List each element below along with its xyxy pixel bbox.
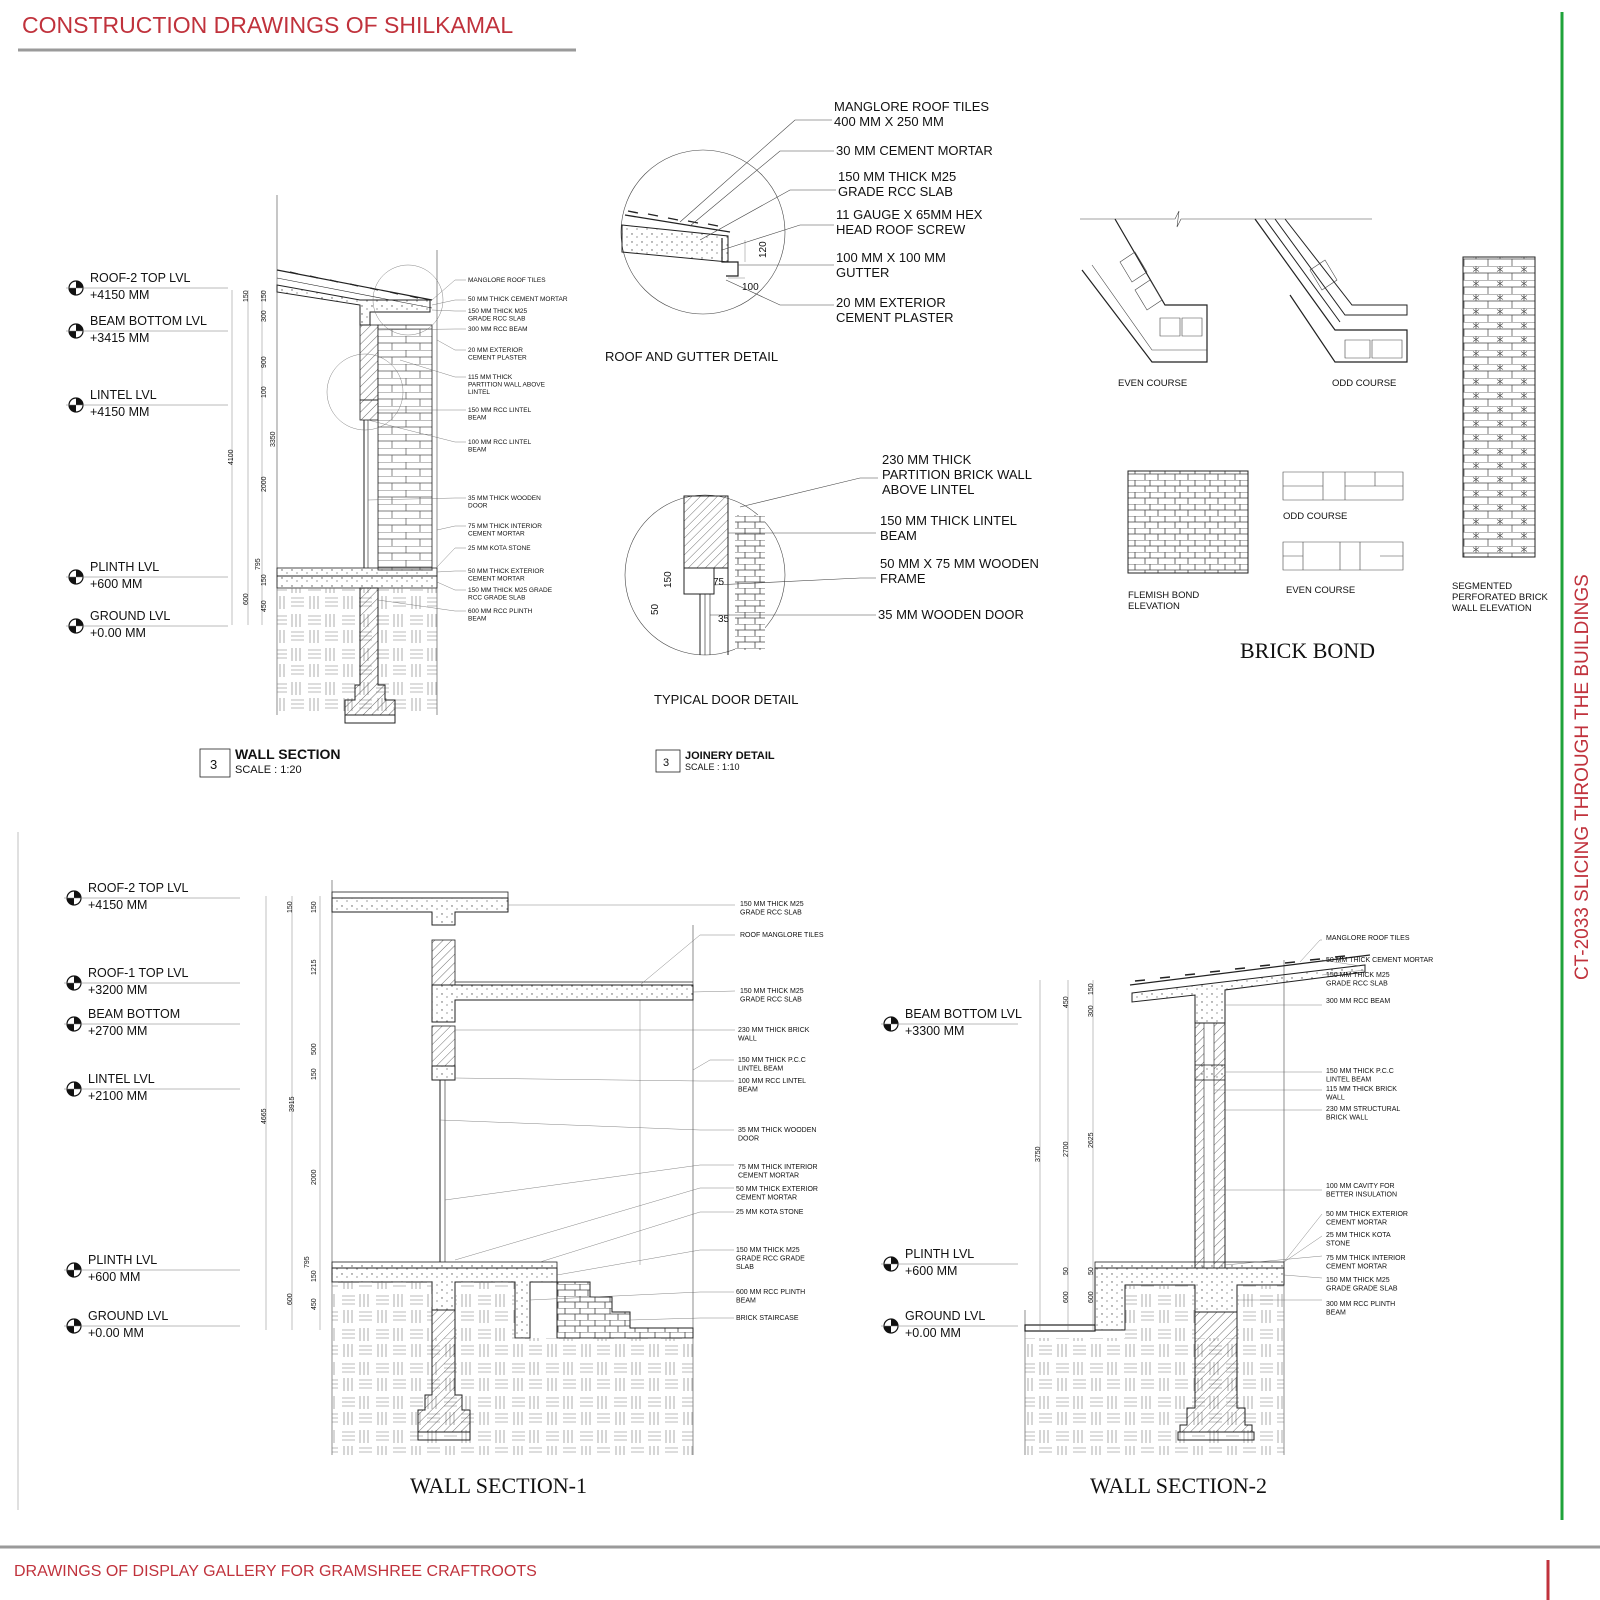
ws-top-level-value: +4150 MM bbox=[90, 288, 150, 302]
ws2-label: 150 MM THICK M25 GRADE GRADE SLAB bbox=[1326, 1277, 1398, 1293]
ws-top-dim: 100 bbox=[261, 386, 268, 398]
ws1-level-value: +4150 MM bbox=[88, 898, 148, 912]
ws1-level-marker bbox=[64, 966, 240, 997]
ws2-level-value: +0.00 MM bbox=[905, 1326, 961, 1340]
ws2-label: 50 MM THICK CEMENT MORTAR bbox=[1326, 957, 1434, 964]
ws1-level-marker bbox=[64, 881, 240, 912]
ws1-level-marker bbox=[64, 1007, 240, 1038]
dd-title: TYPICAL DOOR DETAIL bbox=[654, 692, 799, 707]
roof-gutter-detail bbox=[605, 99, 993, 364]
ws1-label: 150 MM THICK M25 GRADE RCC SLAB bbox=[740, 988, 804, 1004]
ws-top-dim: 300 bbox=[261, 310, 268, 322]
ws1-label: 25 MM KOTA STONE bbox=[736, 1209, 804, 1216]
sheet-title: CONSTRUCTION DRAWINGS OF SHILKAMAL bbox=[22, 12, 514, 38]
rg-title: ROOF AND GUTTER DETAIL bbox=[605, 349, 779, 364]
dd-dim-35: 35 bbox=[718, 614, 730, 625]
ws2-level-name: GROUND LVL bbox=[905, 1309, 986, 1323]
dd-number: 3 bbox=[663, 757, 670, 769]
ws2-dim: 2700 bbox=[1063, 1141, 1070, 1157]
ws1-level-marker bbox=[64, 1253, 240, 1284]
ws2-level-name: BEAM BOTTOM LVL bbox=[905, 1007, 1022, 1021]
rg-label: 150 MM THICK M25 GRADE RCC SLAB bbox=[838, 169, 957, 199]
ws2-label: 115 MM THICK BRICK WALL bbox=[1326, 1086, 1397, 1102]
ws2-label: 100 MM CAVITY FOR BETTER INSULATION bbox=[1326, 1183, 1398, 1199]
ws-top-level-value: +600 MM bbox=[90, 577, 143, 591]
ws2-title: WALL SECTION-2 bbox=[1090, 1473, 1267, 1498]
ws1-label: 75 MM THICK INTERIOR CEMENT MORTAR bbox=[738, 1164, 818, 1180]
ws2-label: 50 MM THICK EXTERIOR CEMENT MORTAR bbox=[1326, 1211, 1408, 1227]
rg-dim-100: 100 bbox=[742, 282, 759, 293]
ws1-dim: 2000 bbox=[311, 1169, 318, 1185]
ws1-dim: 3915 bbox=[289, 1096, 296, 1112]
dd-label: 35 MM WOODEN DOOR bbox=[878, 607, 1024, 622]
ws1-level-name: PLINTH LVL bbox=[88, 1253, 158, 1267]
dd-label: 230 MM THICK PARTITION BRICK WALL ABOVE LINTEL bbox=[882, 452, 1033, 497]
ws-top-caption-title: WALL SECTION bbox=[235, 746, 341, 762]
ws1-dim: 150 bbox=[311, 1270, 318, 1282]
ws2-dim: 3750 bbox=[1035, 1146, 1042, 1162]
ws-top-level-value: +0.00 MM bbox=[90, 626, 146, 640]
ws1-dim: 150 bbox=[311, 1068, 318, 1080]
ws2-label: 25 MM THICK KOTA STONE bbox=[1326, 1232, 1391, 1248]
ws-top-level-name: BEAM BOTTOM LVL bbox=[90, 314, 207, 328]
ws-top-label: 150 MM RCC LINTEL BEAM bbox=[468, 407, 532, 422]
ws1-dim: 1215 bbox=[311, 959, 318, 975]
ws-top-label: 150 MM THICK M25 GRADE RCC SLAB bbox=[468, 308, 528, 323]
rg-label: 100 MM X 100 MM GUTTER bbox=[836, 250, 946, 280]
ws-top-label: 25 MM KOTA STONE bbox=[468, 545, 531, 552]
ws2-dim: 600 bbox=[1063, 1291, 1070, 1303]
bb-label: EVEN COURSE bbox=[1118, 378, 1188, 389]
ws2-label: 150 MM THICK P.C.C LINTEL BEAM bbox=[1326, 1068, 1394, 1084]
ws2-label: 75 MM THICK INTERIOR CEMENT MORTAR bbox=[1326, 1255, 1406, 1271]
ws-top-dim: 2000 bbox=[261, 476, 268, 492]
bb-label: ODD COURSE bbox=[1283, 511, 1348, 522]
brick-bond bbox=[1080, 211, 1549, 663]
rg-dim-120: 120 bbox=[758, 241, 769, 258]
ws-top-level-marker bbox=[66, 560, 228, 591]
ws-top-dim: 4100 bbox=[228, 449, 235, 465]
ws2-dim: 50 bbox=[1088, 1267, 1095, 1275]
ws-top-dim: 600 bbox=[243, 593, 250, 605]
ws-top-dim: 795 bbox=[255, 558, 262, 570]
rg-label: 20 MM EXTERIOR CEMENT PLASTER bbox=[836, 295, 954, 325]
ws1-label: 150 MM THICK P.C.C LINTEL BEAM bbox=[738, 1057, 806, 1073]
bb-label: EVEN COURSE bbox=[1286, 585, 1356, 596]
ws2-dim: 300 bbox=[1088, 1005, 1095, 1017]
ws1-label: 230 MM THICK BRICK WALL bbox=[738, 1027, 810, 1043]
ws1-title: WALL SECTION-1 bbox=[410, 1473, 587, 1498]
ws-top-label: 35 MM THICK WOODEN DOOR bbox=[468, 495, 541, 510]
ws1-dim: 450 bbox=[311, 1298, 318, 1310]
dd-caption-title: JOINERY DETAIL bbox=[685, 750, 775, 762]
ws1-label: 150 MM THICK M25 GRADE RCC GRADE SLAB bbox=[736, 1247, 805, 1271]
ws2-level-value: +600 MM bbox=[905, 1264, 958, 1278]
ws2-label: 300 MM RCC PLINTH BEAM bbox=[1326, 1301, 1396, 1317]
ws2-dim: 2625 bbox=[1088, 1132, 1095, 1148]
ws1-dim: 500 bbox=[311, 1043, 318, 1055]
ws-top-dim: 150 bbox=[243, 290, 250, 302]
bb-label: ODD COURSE bbox=[1332, 378, 1397, 389]
ws1-level-marker bbox=[64, 1072, 240, 1103]
ws-top-level-marker bbox=[66, 271, 228, 302]
ws1-level-value: +0.00 MM bbox=[88, 1326, 144, 1340]
wall-section-1 bbox=[64, 880, 824, 1498]
ws-top-level-value: +4150 MM bbox=[90, 405, 150, 419]
ws-top-level-marker bbox=[66, 609, 228, 640]
side-title: CT-2033 SLICING THROUGH THE BUILDINGS bbox=[1572, 574, 1593, 980]
ws-top-label: 115 MM THICK PARTITION WALL ABOVE LINTEL bbox=[468, 374, 545, 396]
ws2-label: MANGLORE ROOF TILES bbox=[1326, 935, 1410, 942]
ws-top-label: 20 MM EXTERIOR CEMENT PLASTER bbox=[468, 347, 527, 362]
ws-top-level-name: ROOF-2 TOP LVL bbox=[90, 271, 191, 285]
ws2-label: 230 MM STRUCTURAL BRICK WALL bbox=[1326, 1106, 1401, 1122]
wall-section-top bbox=[66, 195, 568, 777]
ws2-level-name: PLINTH LVL bbox=[905, 1247, 975, 1261]
ws-top-caption-scale: SCALE : 1:20 bbox=[235, 764, 302, 776]
rg-label: 30 MM CEMENT MORTAR bbox=[836, 143, 993, 158]
ws1-level-value: +2100 MM bbox=[88, 1089, 148, 1103]
ws-top-level-name: PLINTH LVL bbox=[90, 560, 160, 574]
ws1-label: 600 MM RCC PLINTH BEAM bbox=[736, 1289, 806, 1305]
ws-top-number: 3 bbox=[210, 757, 218, 772]
ws-top-label: 75 MM THICK INTERIOR CEMENT MORTAR bbox=[468, 523, 542, 538]
ws-top-label: 150 MM THICK M25 GRADE RCC GRADE SLAB bbox=[468, 587, 553, 602]
ws-top-dim: 450 bbox=[261, 600, 268, 612]
ws1-label: 150 MM THICK M25 GRADE RCC SLAB bbox=[740, 901, 804, 917]
ws2-dim: 50 bbox=[1063, 1267, 1070, 1275]
ws-top-level-name: LINTEL LVL bbox=[90, 388, 157, 402]
ws1-level-name: LINTEL LVL bbox=[88, 1072, 155, 1086]
ws1-level-value: +600 MM bbox=[88, 1270, 141, 1284]
ws1-level-name: ROOF-2 TOP LVL bbox=[88, 881, 189, 895]
ws1-label: ROOF MANGLORE TILES bbox=[740, 932, 824, 939]
footer-text: DRAWINGS OF DISPLAY GALLERY FOR GRAMSHREE CRAFTROOTS bbox=[14, 1563, 537, 1580]
ws-top-label: MANGLORE ROOF TILES bbox=[468, 277, 546, 284]
ws1-level-name: BEAM BOTTOM bbox=[88, 1007, 181, 1021]
ws1-level-value: +3200 MM bbox=[88, 983, 148, 997]
wall-section-2 bbox=[881, 935, 1433, 1498]
dd-dim-150: 150 bbox=[663, 571, 674, 588]
ws2-level-marker bbox=[881, 1007, 1022, 1038]
ws-top-label: 300 MM RCC BEAM bbox=[468, 326, 528, 333]
ws1-level-value: +2700 MM bbox=[88, 1024, 148, 1038]
door-detail bbox=[625, 452, 1039, 772]
ws-top-dim: 150 bbox=[261, 290, 268, 302]
ws-top-dim: 150 bbox=[261, 574, 268, 586]
ws2-label: 150 MM THICK M25 GRADE RCC SLAB bbox=[1326, 972, 1390, 988]
ws1-dim: 150 bbox=[311, 901, 318, 913]
ws-top-dim: 900 bbox=[261, 356, 268, 368]
ws2-level-marker bbox=[881, 1247, 1018, 1278]
ws1-dim: 4665 bbox=[261, 1108, 268, 1124]
ws2-dim: 450 bbox=[1063, 996, 1070, 1008]
ws2-label: 300 MM RCC BEAM bbox=[1326, 998, 1391, 1005]
bb-label: SEGMENTED PERFORATED BRICK WALL ELEVATION bbox=[1452, 581, 1548, 614]
bb-label: FLEMISH BOND ELEVATION bbox=[1128, 590, 1200, 612]
dd-label: 50 MM X 75 MM WOODEN FRAME bbox=[880, 556, 1039, 586]
ws2-dim: 150 bbox=[1088, 983, 1095, 995]
dd-dim-75: 75 bbox=[713, 577, 725, 588]
ws1-label: 50 MM THICK EXTERIOR CEMENT MORTAR bbox=[736, 1186, 818, 1202]
ws1-label: 100 MM RCC LINTEL BEAM bbox=[738, 1078, 807, 1094]
rg-label: 11 GAUGE X 65MM HEX HEAD ROOF SCREW bbox=[836, 207, 983, 237]
ws-top-label: 50 MM THICK CEMENT MORTAR bbox=[468, 296, 568, 303]
ws2-level-marker bbox=[881, 1309, 1018, 1340]
ws1-dim: 795 bbox=[304, 1256, 311, 1268]
dd-dim-50: 50 bbox=[650, 603, 661, 615]
ws1-label: BRICK STAIRCASE bbox=[736, 1315, 799, 1322]
ws-top-label: 600 MM RCC PLINTH BEAM bbox=[468, 608, 533, 623]
ws1-dim: 150 bbox=[287, 901, 294, 913]
dd-label: 150 MM THICK LINTEL BEAM bbox=[880, 513, 1018, 543]
ws1-level-marker bbox=[64, 1309, 240, 1340]
ws-top-level-value: +3415 MM bbox=[90, 331, 150, 345]
ws1-level-name: ROOF-1 TOP LVL bbox=[88, 966, 189, 980]
ws2-dim: 600 bbox=[1088, 1291, 1095, 1303]
ws-top-dim: 3350 bbox=[270, 431, 277, 447]
ws-top-level-marker bbox=[66, 314, 228, 345]
ws2-level-value: +3300 MM bbox=[905, 1024, 965, 1038]
ws-top-label: 50 MM THICK EXTERIOR CEMENT MORTAR bbox=[468, 568, 545, 583]
ws1-label: 35 MM THICK WOODEN DOOR bbox=[738, 1127, 817, 1143]
ws1-level-name: GROUND LVL bbox=[88, 1309, 169, 1323]
ws1-dim: 600 bbox=[287, 1293, 294, 1305]
ws-top-level-name: GROUND LVL bbox=[90, 609, 171, 623]
ws-top-level-marker bbox=[66, 388, 228, 419]
dd-caption-scale: SCALE : 1:10 bbox=[685, 762, 740, 772]
bb-title: BRICK BOND bbox=[1240, 638, 1376, 663]
rg-label: MANGLORE ROOF TILES 400 MM X 250 MM bbox=[834, 99, 990, 129]
ws-top-label: 100 MM RCC LINTEL BEAM bbox=[468, 439, 532, 454]
